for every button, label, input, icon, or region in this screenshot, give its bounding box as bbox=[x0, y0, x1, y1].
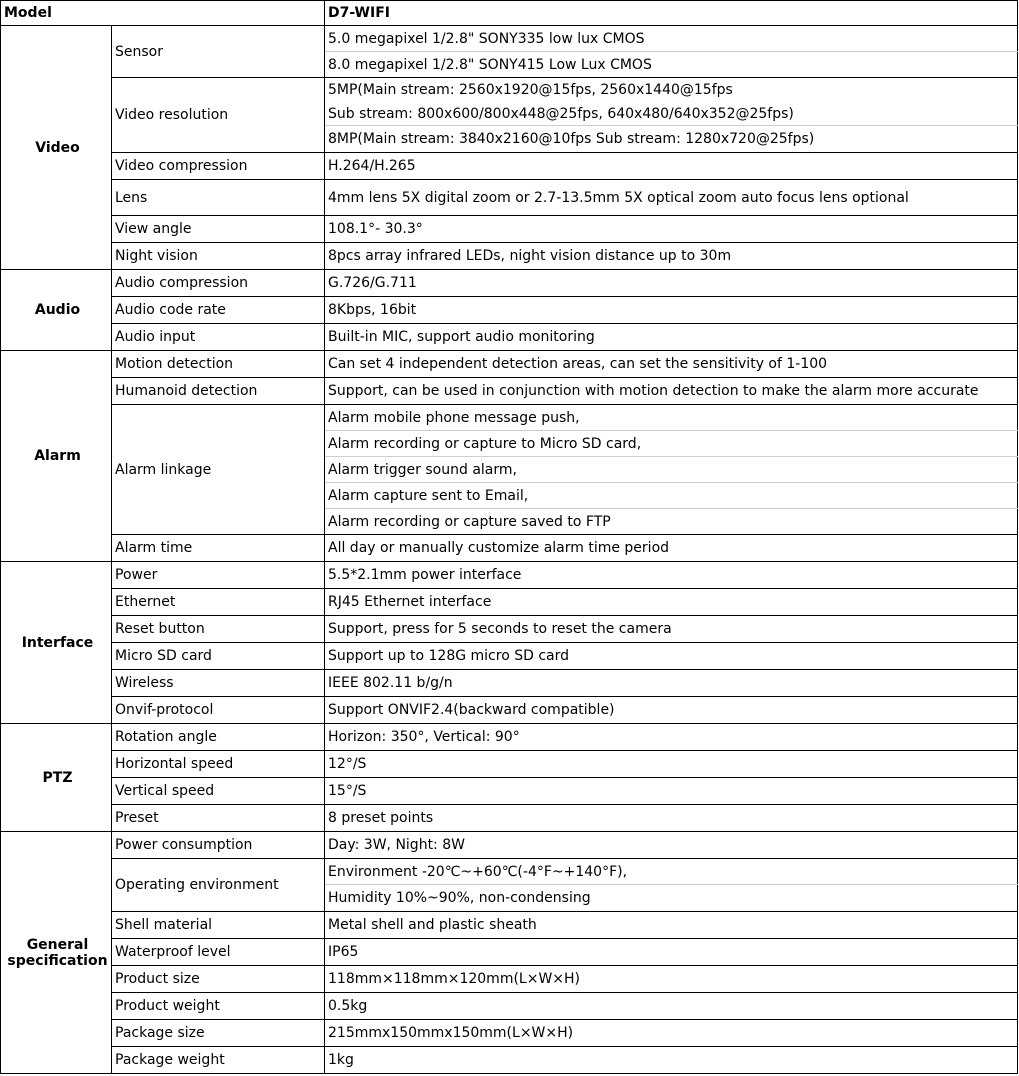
group-alarm: Alarm bbox=[1, 351, 112, 562]
spec-label: Waterproof level bbox=[112, 939, 325, 966]
spec-value: Built-in MIC, support audio monitoring bbox=[325, 324, 1018, 351]
spec-value: Alarm trigger sound alarm, bbox=[325, 457, 1018, 483]
spec-value: 108.1°- 30.3° bbox=[325, 216, 1018, 243]
spec-label: Video compression bbox=[112, 153, 325, 180]
table-row bbox=[1, 616, 1018, 643]
spec-value: Support, can be used in conjunction with motion detection to make the alarm more accurate bbox=[325, 378, 1018, 405]
spec-value: G.726/G.711 bbox=[325, 270, 1018, 297]
table-row bbox=[1, 778, 1018, 805]
table-row bbox=[1, 859, 1018, 885]
table-row bbox=[1, 324, 1018, 351]
spec-label: Preset bbox=[112, 805, 325, 832]
spec-label: Onvif-protocol bbox=[112, 697, 325, 724]
spec-label: Micro SD card bbox=[112, 643, 325, 670]
spec-value: Metal shell and plastic sheath bbox=[325, 912, 1018, 939]
table-row bbox=[1, 153, 1018, 180]
spec-label: Product weight bbox=[112, 993, 325, 1020]
table-row bbox=[1, 378, 1018, 405]
spec-value: 4mm lens 5X digital zoom or 2.7-13.5mm 5X optical zoom auto focus lens optional bbox=[325, 180, 1018, 216]
spec-label: Reset button bbox=[112, 616, 325, 643]
group-ptz: PTZ bbox=[1, 724, 112, 832]
table-row bbox=[1, 405, 1018, 431]
group-general-line2: specification bbox=[7, 952, 108, 969]
group-general bbox=[1, 832, 112, 1074]
table-row bbox=[1, 939, 1018, 966]
spec-label: Vertical speed bbox=[112, 778, 325, 805]
spec-value: Alarm recording or capture saved to FTP bbox=[325, 509, 1018, 535]
spec-value: 5.5*2.1mm power interface bbox=[325, 562, 1018, 589]
spec-label: View angle bbox=[112, 216, 325, 243]
spec-label: Audio code rate bbox=[112, 297, 325, 324]
spec-value: 8Kbps, 16bit bbox=[325, 297, 1018, 324]
model-value: D7-WIFI bbox=[325, 1, 1018, 26]
spec-label: Wireless bbox=[112, 670, 325, 697]
table-row bbox=[1, 670, 1018, 697]
spec-value: H.264/H.265 bbox=[325, 153, 1018, 180]
spec-value: Can set 4 independent detection areas, can set the sensitivity of 1-100 bbox=[325, 351, 1018, 378]
spec-label: Video resolution bbox=[112, 78, 325, 153]
table-row bbox=[1, 270, 1018, 297]
table-row bbox=[1, 805, 1018, 832]
spec-label: Horizontal speed bbox=[112, 751, 325, 778]
spec-value: Alarm capture sent to Email, bbox=[325, 483, 1018, 509]
table-row bbox=[1, 562, 1018, 589]
spec-label: Shell material bbox=[112, 912, 325, 939]
table-row bbox=[1, 643, 1018, 670]
group-audio: Audio bbox=[1, 270, 112, 351]
spec-label: Alarm linkage bbox=[112, 405, 325, 535]
spec-value: 8 preset points bbox=[325, 805, 1018, 832]
table-row bbox=[1, 832, 1018, 859]
spec-label: Audio compression bbox=[112, 270, 325, 297]
spec-value: RJ45 Ethernet interface bbox=[325, 589, 1018, 616]
spec-value: IEEE 802.11 b/g/n bbox=[325, 670, 1018, 697]
table-row bbox=[1, 243, 1018, 270]
spec-label: Rotation angle bbox=[112, 724, 325, 751]
group-general-line1: General bbox=[26, 936, 89, 953]
spec-value: 12°/S bbox=[325, 751, 1018, 778]
spec-value: 1kg bbox=[325, 1047, 1018, 1074]
table-row bbox=[1, 351, 1018, 378]
spec-value: 5MP(Main stream: 2560x1920@15fps, 2560x1440@15fps bbox=[325, 78, 1018, 103]
spec-value: 215mmx150mmx150mm(L×W×H) bbox=[325, 1020, 1018, 1047]
table-row bbox=[1, 26, 1018, 52]
spec-label: Sensor bbox=[112, 26, 325, 78]
spec-value: 8pcs array infrared LEDs, night vision distance up to 30m bbox=[325, 243, 1018, 270]
group-video: Video bbox=[1, 26, 112, 270]
spec-value: 118mm×118mm×120mm(L×W×H) bbox=[325, 966, 1018, 993]
spec-label: Power bbox=[112, 562, 325, 589]
spec-value: 0.5kg bbox=[325, 993, 1018, 1020]
spec-label: Operating environment bbox=[112, 859, 325, 912]
spec-label: Humanoid detection bbox=[112, 378, 325, 405]
spec-label: Product size bbox=[112, 966, 325, 993]
table-row bbox=[1, 697, 1018, 724]
spec-value: 8MP(Main stream: 3840x2160@10fps Sub stream: 1280x720@25fps) bbox=[325, 126, 1018, 153]
table-row bbox=[1, 1047, 1018, 1074]
spec-value: 15°/S bbox=[325, 778, 1018, 805]
spec-value: IP65 bbox=[325, 939, 1018, 966]
spec-value: Support up to 128G micro SD card bbox=[325, 643, 1018, 670]
table-row bbox=[1, 966, 1018, 993]
table-row bbox=[1, 535, 1018, 562]
spec-label: Package size bbox=[112, 1020, 325, 1047]
spec-label: Power consumption bbox=[112, 832, 325, 859]
spec-value: Humidity 10%~90%, non-condensing bbox=[325, 885, 1018, 912]
spec-value: Environment -20℃~+60℃(-4°F~+140°F), bbox=[325, 859, 1018, 885]
spec-label: Motion detection bbox=[112, 351, 325, 378]
table-row bbox=[1, 78, 1018, 103]
spec-value: 5.0 megapixel 1/2.8" SONY335 low lux CMOS bbox=[325, 26, 1018, 52]
spec-value: Day: 3W, Night: 8W bbox=[325, 832, 1018, 859]
spec-label: Audio input bbox=[112, 324, 325, 351]
table-row bbox=[1, 1020, 1018, 1047]
spec-label: Ethernet bbox=[112, 589, 325, 616]
spec-value: All day or manually customize alarm time period bbox=[325, 535, 1018, 562]
spec-label: Night vision bbox=[112, 243, 325, 270]
table-row bbox=[1, 589, 1018, 616]
spec-value: Support ONVIF2.4(backward compatible) bbox=[325, 697, 1018, 724]
spec-label: Alarm time bbox=[112, 535, 325, 562]
model-label: Model bbox=[1, 1, 325, 26]
table-row bbox=[1, 912, 1018, 939]
spec-label: Lens bbox=[112, 180, 325, 216]
table-row bbox=[1, 751, 1018, 778]
spec-value: Alarm recording or capture to Micro SD card, bbox=[325, 431, 1018, 457]
group-interface: Interface bbox=[1, 562, 112, 724]
spec-label: Package weight bbox=[112, 1047, 325, 1074]
spec-value: Alarm mobile phone message push, bbox=[325, 405, 1018, 431]
table-row bbox=[1, 724, 1018, 751]
table-row bbox=[1, 993, 1018, 1020]
spec-value: Horizon: 350°, Vertical: 90° bbox=[325, 724, 1018, 751]
table-row bbox=[1, 180, 1018, 216]
spec-value: Sub stream: 800x600/800x448@25fps, 640x480/640x352@25fps) bbox=[325, 103, 1018, 126]
table-row bbox=[1, 297, 1018, 324]
spec-value: Support, press for 5 seconds to reset the camera bbox=[325, 616, 1018, 643]
table-row bbox=[1, 1, 1018, 26]
spec-value: 8.0 megapixel 1/2.8" SONY415 Low Lux CMOS bbox=[325, 52, 1018, 78]
table-row bbox=[1, 216, 1018, 243]
